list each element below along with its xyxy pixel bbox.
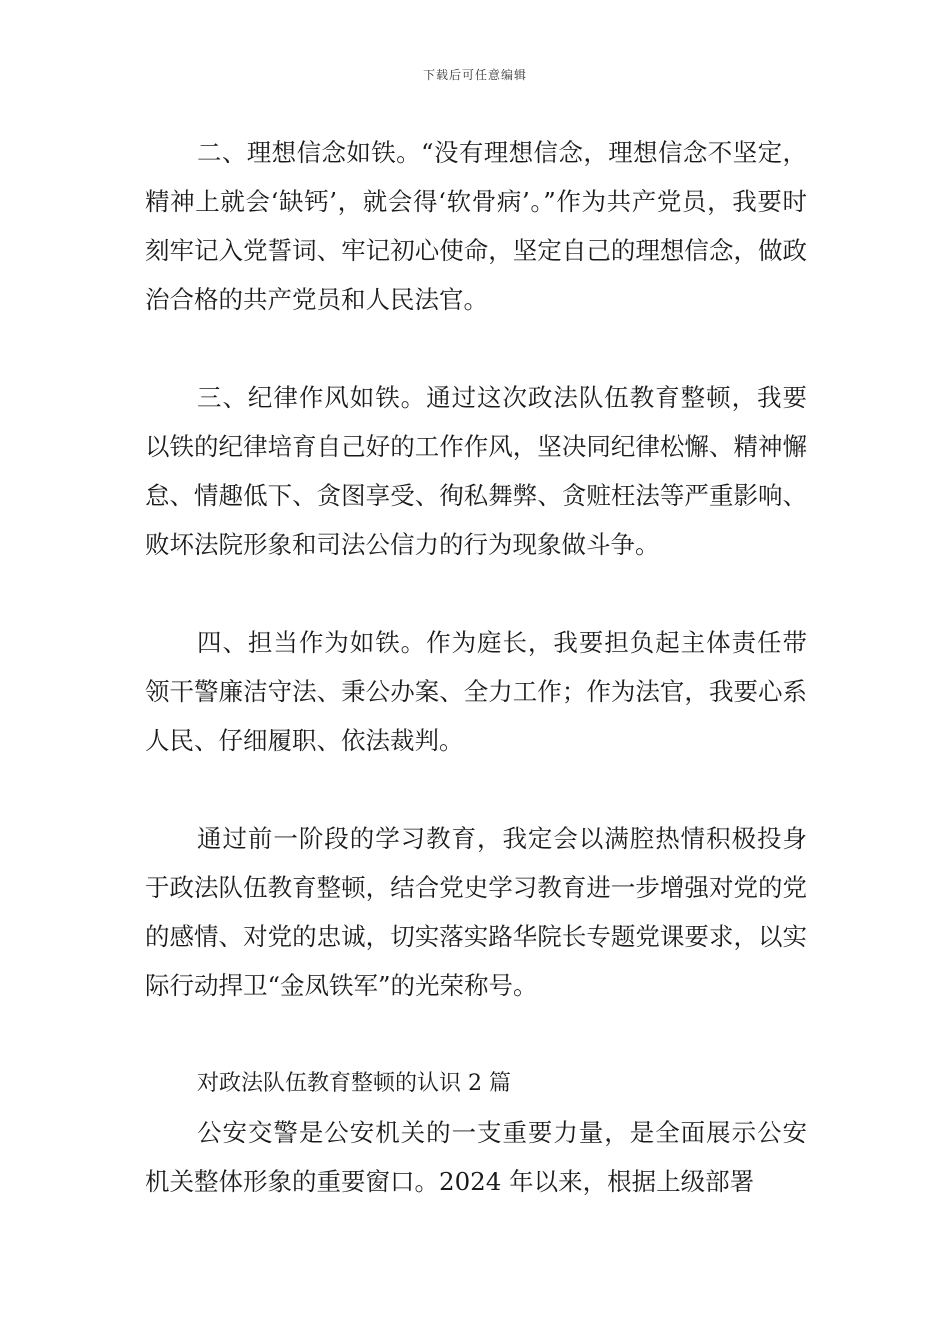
paragraph-discipline: 三、纪律作风如铁。通过这次政法队伍教育整顿，我要以铁的纪律培育自己好的工作作风，坚决同纪律松懈、精神懈怠、情趣低下、贪图享受、徇私舞弊、贪赃枉法等严重影响、败坏法院形象和司法公信力的行为现象做斗争。 [145,383,807,559]
paragraph-ideals: 二、理想信念如铁。“没有理想信念，理想信念不坚定，精神上就会‘缺钙’，就会得‘软骨病’。”作为共产党员，我要时刻牢记入党誓词、牢记初心使命，坚定自己的理想信念，做政治合格的共产党员和人民法官。 [145,138,807,314]
paragraph-gap [145,1010,807,1059]
header-note: 下载后可任意编辑 [422,68,527,82]
section-title: 对政法队伍教育整顿的认识 2 篇 [197,1071,511,1096]
document-body [145,128,807,1206]
paragraph-conclusion: 通过前一阶段的学习教育，我定会以满腔热情积极投身于政法队伍教育整顿，结合党史学习教育进一步增强对党的党的感情、对党的忠诚，切实落实路华院长专题党课要求，以实际行动捍卫“金凤铁军”的光荣称号。 [145,824,807,1000]
paragraph-gap [145,569,807,618]
paragraph-gap [145,324,807,373]
paragraph-gap [145,765,807,814]
paragraph-traffic-police: 公安交警是公安机关的一支重要力量，是全面展示公安机关整体形象的重要窗口。2024 年以来，根据上级部署 [145,1118,807,1196]
paragraph-responsibility: 四、担当作为如铁。作为庭长，我要担负起主体责任带领干警廉洁守法、秉公办案、全力工作；作为法官，我要心系人民、仔细履职、依法裁判。 [145,628,807,755]
